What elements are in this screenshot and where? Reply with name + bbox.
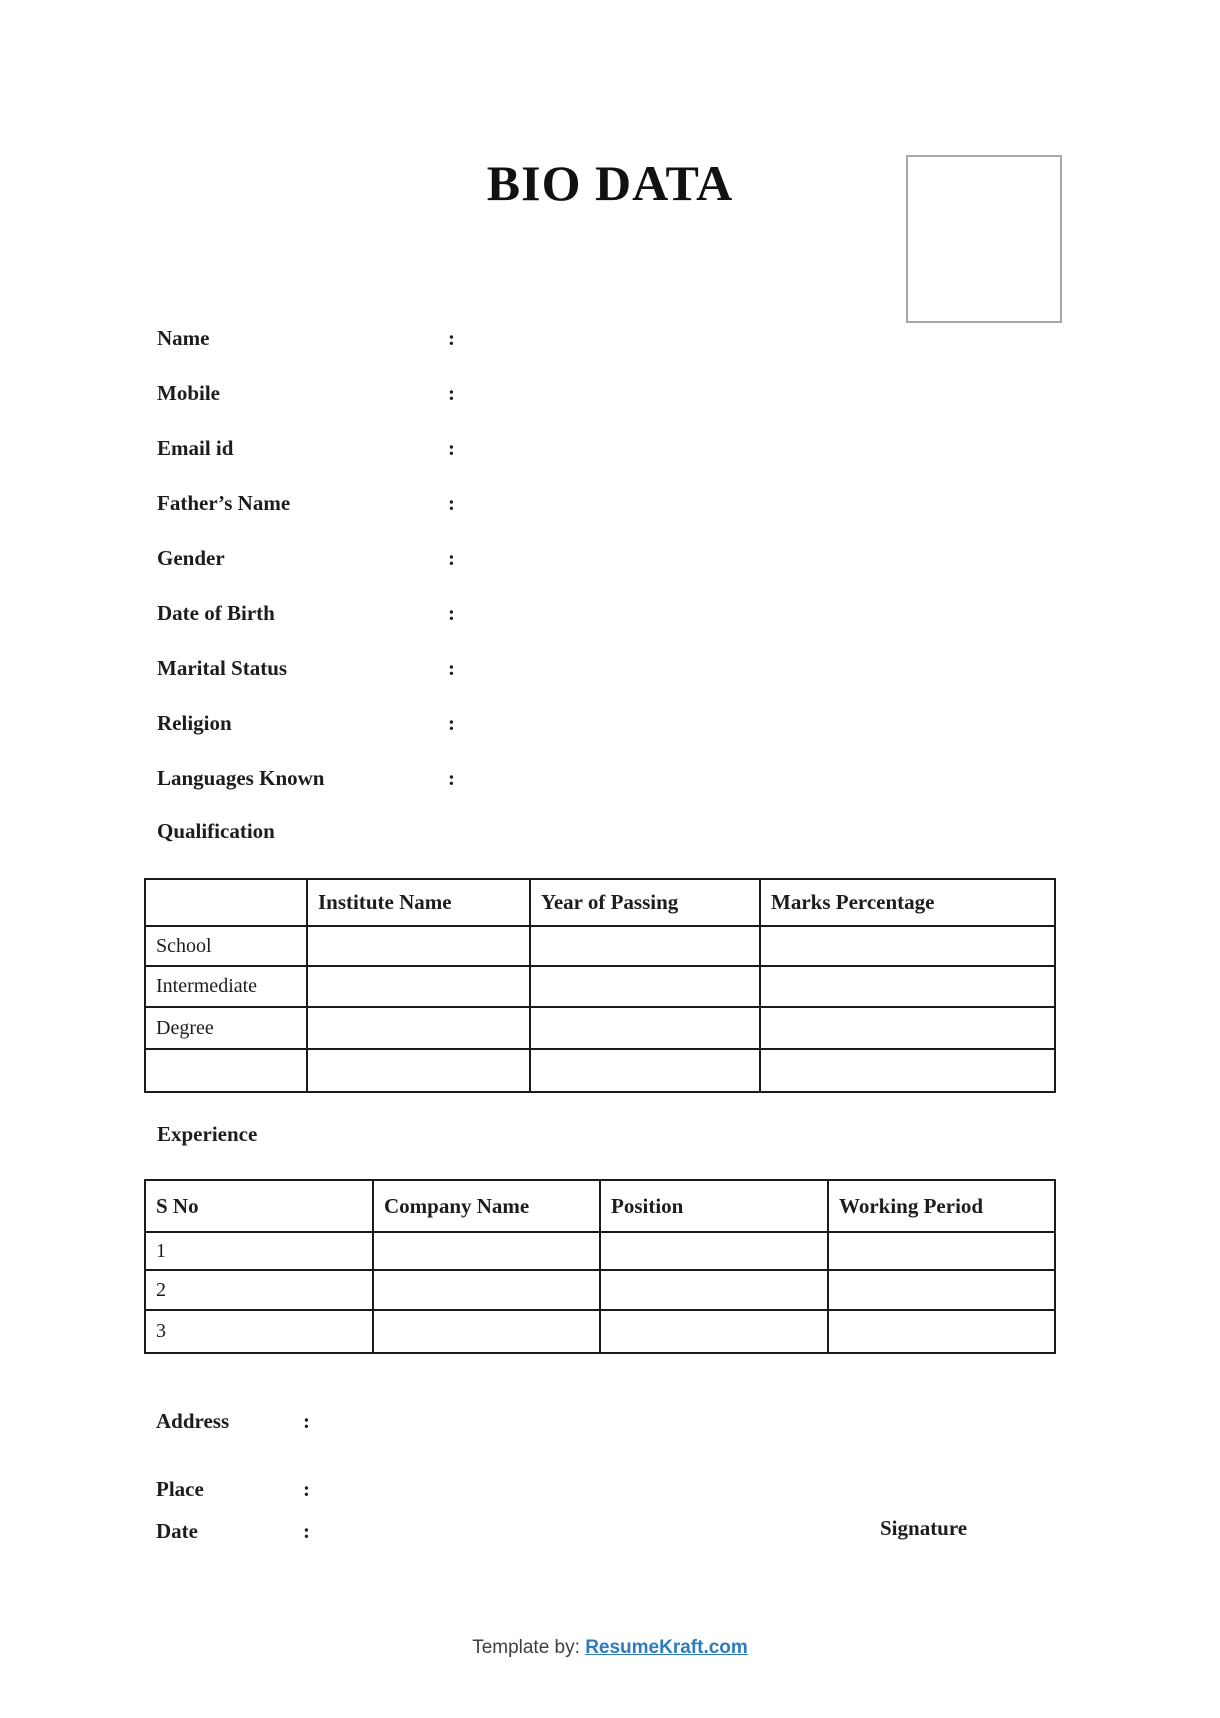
empty-cell bbox=[760, 1007, 1055, 1049]
qualification-table bbox=[144, 878, 1056, 1093]
row-label-degree: Degree bbox=[145, 1007, 307, 1049]
row-number: 3 bbox=[145, 1310, 373, 1353]
field-label: Gender bbox=[157, 546, 225, 570]
row-number: 1 bbox=[145, 1232, 373, 1270]
empty-cell bbox=[760, 926, 1055, 966]
table-row bbox=[145, 1007, 1055, 1049]
empty-cell bbox=[307, 966, 530, 1007]
row-label-intermediate: Intermediate bbox=[145, 966, 307, 1007]
experience-header-position: Position bbox=[600, 1180, 828, 1232]
empty-cell bbox=[307, 1007, 530, 1049]
field-label: Religion bbox=[157, 711, 232, 735]
field-colon: : bbox=[448, 711, 455, 735]
field-colon: : bbox=[448, 491, 455, 515]
table-row bbox=[145, 1049, 1055, 1092]
empty-cell bbox=[373, 1310, 600, 1353]
empty-cell bbox=[145, 1049, 307, 1092]
field-label: Date of Birth bbox=[157, 601, 275, 625]
qualification-header-blank bbox=[145, 879, 307, 926]
field-row-date bbox=[156, 1518, 310, 1544]
field-row-address bbox=[156, 1408, 310, 1434]
empty-cell bbox=[530, 1007, 760, 1049]
field-row-fathers-name bbox=[157, 490, 455, 516]
empty-cell bbox=[600, 1270, 828, 1310]
field-row-languages-known bbox=[157, 765, 455, 791]
table-row bbox=[145, 966, 1055, 1007]
field-colon: : bbox=[448, 601, 455, 625]
field-label: Mobile bbox=[157, 381, 220, 405]
field-label: Email id bbox=[157, 436, 234, 460]
table-row bbox=[145, 1232, 1055, 1270]
empty-cell bbox=[530, 1049, 760, 1092]
field-colon: : bbox=[448, 436, 455, 460]
field-row-gender bbox=[157, 545, 455, 571]
experience-header-sno: S No bbox=[145, 1180, 373, 1232]
empty-cell bbox=[373, 1270, 600, 1310]
row-label-school: School bbox=[145, 926, 307, 966]
field-colon: : bbox=[303, 1477, 310, 1501]
experience-header-period: Working Period bbox=[828, 1180, 1055, 1232]
empty-cell bbox=[828, 1310, 1055, 1353]
resumekraft-link[interactable]: ResumeKraft.com bbox=[585, 1637, 748, 1658]
empty-cell bbox=[828, 1270, 1055, 1310]
empty-cell bbox=[760, 966, 1055, 1007]
field-colon: : bbox=[448, 656, 455, 680]
field-row-marital-status bbox=[157, 655, 455, 681]
field-label: Address bbox=[156, 1409, 230, 1433]
field-label: Place bbox=[156, 1477, 204, 1501]
field-row-religion bbox=[157, 710, 455, 736]
field-colon: : bbox=[448, 381, 455, 405]
footer-credit-text: Template by: bbox=[472, 1637, 580, 1658]
field-row-name bbox=[157, 325, 455, 351]
qualification-header-year: Year of Passing bbox=[530, 879, 760, 926]
field-colon: : bbox=[303, 1519, 310, 1543]
empty-cell bbox=[600, 1232, 828, 1270]
field-label: Father’s Name bbox=[157, 491, 291, 515]
experience-table bbox=[144, 1179, 1056, 1354]
qualification-heading: Qualification bbox=[157, 819, 275, 843]
table-row bbox=[145, 1310, 1055, 1353]
empty-cell bbox=[530, 926, 760, 966]
field-row-mobile bbox=[157, 380, 455, 406]
page-title: BIO DATA bbox=[486, 155, 734, 211]
table-header-row bbox=[145, 879, 1055, 926]
empty-cell bbox=[373, 1232, 600, 1270]
field-label: Date bbox=[156, 1519, 198, 1543]
field-label: Name bbox=[157, 326, 210, 350]
field-row-email bbox=[157, 435, 455, 461]
field-label: Languages Known bbox=[157, 766, 325, 790]
empty-cell bbox=[307, 1049, 530, 1092]
field-label: Marital Status bbox=[157, 656, 288, 680]
photo-placeholder-box bbox=[906, 155, 1062, 323]
signature-label: Signature bbox=[880, 1516, 968, 1540]
qualification-header-institute: Institute Name bbox=[307, 879, 530, 926]
field-row-date-of-birth bbox=[157, 600, 455, 626]
row-number: 2 bbox=[145, 1270, 373, 1310]
empty-cell bbox=[828, 1232, 1055, 1270]
table-row bbox=[145, 1270, 1055, 1310]
experience-heading: Experience bbox=[157, 1122, 258, 1146]
empty-cell bbox=[600, 1310, 828, 1353]
empty-cell bbox=[530, 966, 760, 1007]
footer bbox=[0, 1636, 1220, 1660]
field-colon: : bbox=[303, 1409, 310, 1433]
experience-header-company: Company Name bbox=[373, 1180, 600, 1232]
qualification-header-marks: Marks Percentage bbox=[760, 879, 1055, 926]
empty-cell bbox=[760, 1049, 1055, 1092]
table-row bbox=[145, 926, 1055, 966]
table-header-row bbox=[145, 1180, 1055, 1232]
field-colon: : bbox=[448, 326, 455, 350]
field-colon: : bbox=[448, 546, 455, 570]
field-row-place bbox=[156, 1476, 310, 1502]
empty-cell bbox=[307, 926, 530, 966]
field-colon: : bbox=[448, 766, 455, 790]
